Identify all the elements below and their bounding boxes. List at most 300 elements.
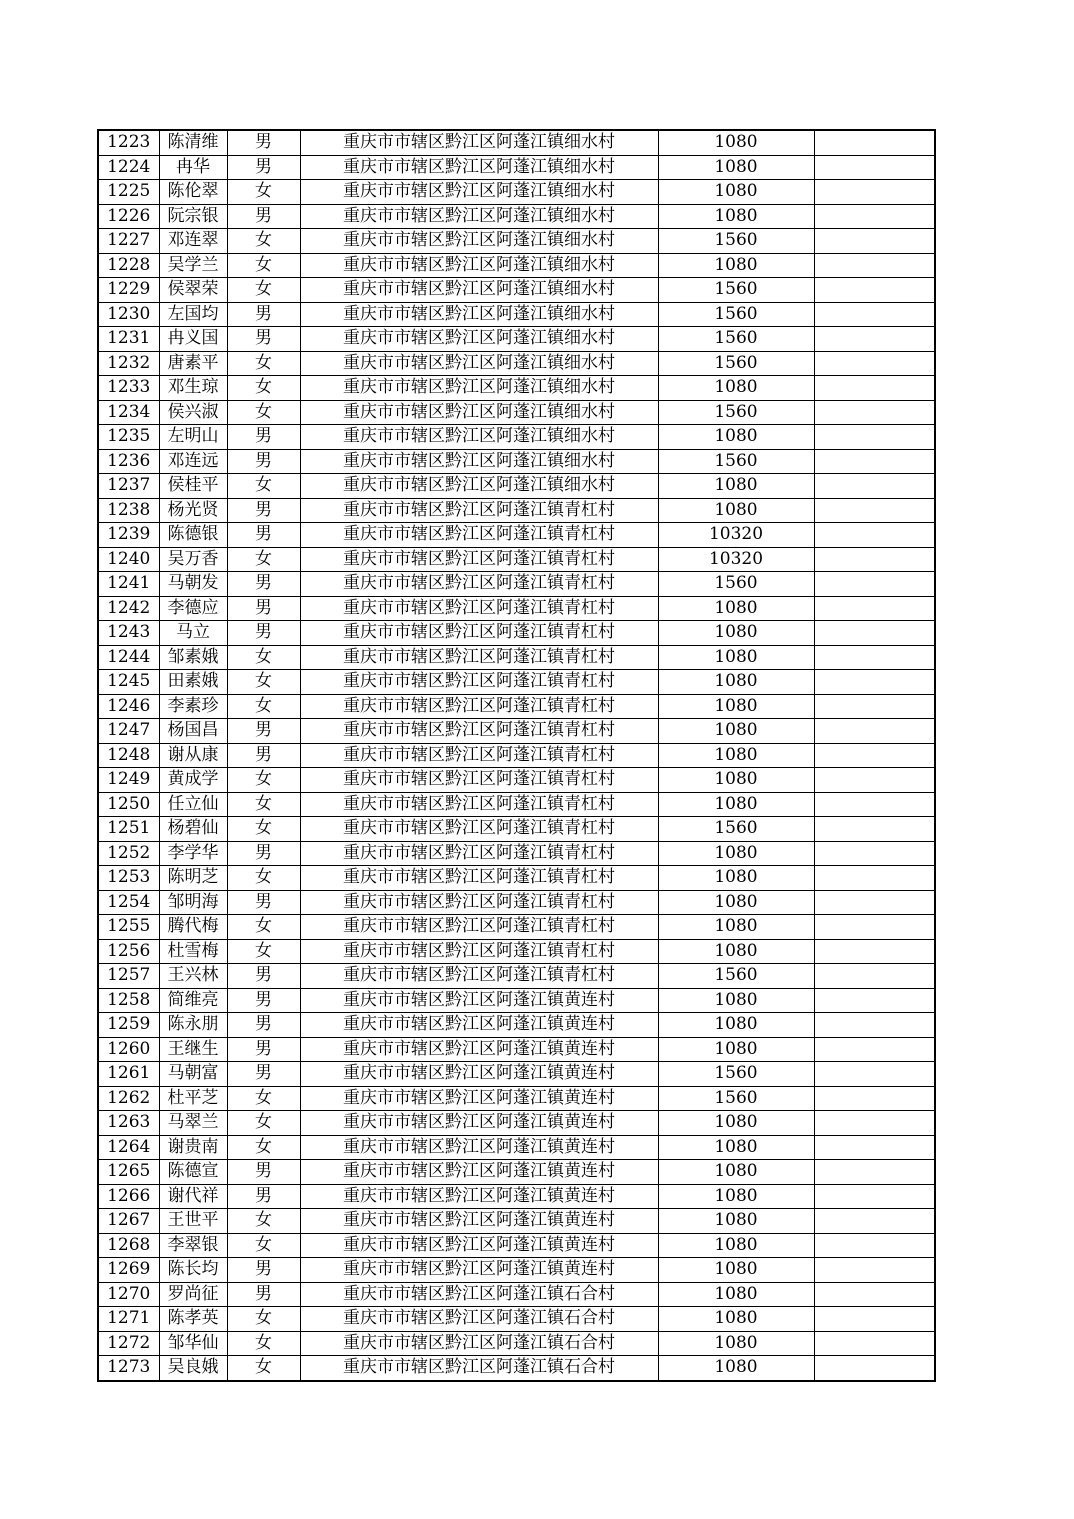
table-row (98, 449, 935, 474)
table-row (98, 1233, 935, 1258)
amount-cell: 1080 (658, 253, 814, 278)
gender-cell: 男 (227, 743, 300, 768)
remark-cell (814, 719, 935, 744)
gender-cell: 女 (227, 351, 300, 376)
row-number-cell: 1245 (98, 670, 159, 695)
address-cell: 重庆市市辖区黔江区阿蓬江镇青杠村 (300, 743, 658, 768)
row-number-cell: 1267 (98, 1209, 159, 1234)
roster-table-body (98, 130, 935, 1381)
row-number-cell: 1236 (98, 449, 159, 474)
gender-cell: 女 (227, 376, 300, 401)
gender-cell: 男 (227, 130, 300, 155)
table-row (98, 130, 935, 155)
remark-cell (814, 939, 935, 964)
row-number-cell: 1261 (98, 1062, 159, 1087)
name-cell: 杜平芝 (159, 1086, 227, 1111)
gender-cell: 女 (227, 939, 300, 964)
roster-table (97, 129, 936, 1382)
address-cell: 重庆市市辖区黔江区阿蓬江镇石合村 (300, 1356, 658, 1381)
name-cell: 陈长均 (159, 1258, 227, 1283)
gender-cell: 女 (227, 229, 300, 254)
remark-cell (814, 302, 935, 327)
remark-cell (814, 572, 935, 597)
table-row (98, 988, 935, 1013)
row-number-cell: 1239 (98, 523, 159, 548)
amount-cell: 1080 (658, 670, 814, 695)
amount-cell: 1080 (658, 1037, 814, 1062)
gender-cell: 女 (227, 670, 300, 695)
row-number-cell: 1232 (98, 351, 159, 376)
name-cell: 邹华仙 (159, 1331, 227, 1356)
table-row (98, 1184, 935, 1209)
name-cell: 冉义国 (159, 327, 227, 352)
name-cell: 邹明海 (159, 890, 227, 915)
remark-cell (814, 180, 935, 205)
table-row (98, 1160, 935, 1185)
remark-cell (814, 1037, 935, 1062)
gender-cell: 男 (227, 523, 300, 548)
remark-cell (814, 1209, 935, 1234)
gender-cell: 女 (227, 180, 300, 205)
table-row (98, 1282, 935, 1307)
row-number-cell: 1256 (98, 939, 159, 964)
name-cell: 吴良娥 (159, 1356, 227, 1381)
amount-cell: 1080 (658, 866, 814, 891)
name-cell: 谢从康 (159, 743, 227, 768)
address-cell: 重庆市市辖区黔江区阿蓬江镇细水村 (300, 376, 658, 401)
name-cell: 陈孝英 (159, 1307, 227, 1332)
gender-cell: 女 (227, 768, 300, 793)
row-number-cell: 1223 (98, 130, 159, 155)
name-cell: 左明山 (159, 425, 227, 450)
row-number-cell: 1270 (98, 1282, 159, 1307)
remark-cell (814, 1331, 935, 1356)
name-cell: 邓连翠 (159, 229, 227, 254)
name-cell: 陈清维 (159, 130, 227, 155)
remark-cell (814, 1258, 935, 1283)
name-cell: 杨国昌 (159, 719, 227, 744)
table-row (98, 498, 935, 523)
address-cell: 重庆市市辖区黔江区阿蓬江镇细水村 (300, 400, 658, 425)
name-cell: 李学华 (159, 841, 227, 866)
gender-cell: 女 (227, 1111, 300, 1136)
name-cell: 唐素平 (159, 351, 227, 376)
remark-cell (814, 425, 935, 450)
amount-cell: 1080 (658, 130, 814, 155)
row-number-cell: 1227 (98, 229, 159, 254)
name-cell: 李德应 (159, 596, 227, 621)
remark-cell (814, 523, 935, 548)
table-row (98, 1062, 935, 1087)
amount-cell: 1080 (658, 1331, 814, 1356)
remark-cell (814, 351, 935, 376)
address-cell: 重庆市市辖区黔江区阿蓬江镇黄连村 (300, 1184, 658, 1209)
remark-cell (814, 155, 935, 180)
row-number-cell: 1252 (98, 841, 159, 866)
table-row (98, 253, 935, 278)
remark-cell (814, 694, 935, 719)
remark-cell (814, 866, 935, 891)
table-row (98, 1356, 935, 1381)
amount-cell: 1080 (658, 596, 814, 621)
address-cell: 重庆市市辖区黔江区阿蓬江镇细水村 (300, 474, 658, 499)
address-cell: 重庆市市辖区黔江区阿蓬江镇细水村 (300, 351, 658, 376)
row-number-cell: 1257 (98, 964, 159, 989)
gender-cell: 男 (227, 1160, 300, 1185)
table-row (98, 155, 935, 180)
remark-cell (814, 204, 935, 229)
remark-cell (814, 1160, 935, 1185)
remark-cell (814, 817, 935, 842)
row-number-cell: 1260 (98, 1037, 159, 1062)
remark-cell (814, 1282, 935, 1307)
row-number-cell: 1250 (98, 792, 159, 817)
table-row (98, 743, 935, 768)
gender-cell: 男 (227, 1184, 300, 1209)
gender-cell: 男 (227, 302, 300, 327)
name-cell: 邓生琼 (159, 376, 227, 401)
address-cell: 重庆市市辖区黔江区阿蓬江镇青杠村 (300, 792, 658, 817)
amount-cell: 1080 (658, 1282, 814, 1307)
remark-cell (814, 1111, 935, 1136)
address-cell: 重庆市市辖区黔江区阿蓬江镇细水村 (300, 253, 658, 278)
row-number-cell: 1255 (98, 915, 159, 940)
name-cell: 杨碧仙 (159, 817, 227, 842)
amount-cell: 1560 (658, 302, 814, 327)
name-cell: 马翠兰 (159, 1111, 227, 1136)
row-number-cell: 1248 (98, 743, 159, 768)
row-number-cell: 1229 (98, 278, 159, 303)
remark-cell (814, 1013, 935, 1038)
table-row (98, 694, 935, 719)
amount-cell: 1560 (658, 572, 814, 597)
table-row (98, 645, 935, 670)
row-number-cell: 1266 (98, 1184, 159, 1209)
table-row (98, 302, 935, 327)
amount-cell: 1080 (658, 792, 814, 817)
table-row (98, 915, 935, 940)
name-cell: 侯桂平 (159, 474, 227, 499)
row-number-cell: 1246 (98, 694, 159, 719)
amount-cell: 1080 (658, 1307, 814, 1332)
address-cell: 重庆市市辖区黔江区阿蓬江镇细水村 (300, 180, 658, 205)
gender-cell: 女 (227, 278, 300, 303)
address-cell: 重庆市市辖区黔江区阿蓬江镇青杠村 (300, 719, 658, 744)
name-cell: 李翠银 (159, 1233, 227, 1258)
remark-cell (814, 621, 935, 646)
address-cell: 重庆市市辖区黔江区阿蓬江镇青杠村 (300, 498, 658, 523)
name-cell: 王世平 (159, 1209, 227, 1234)
amount-cell: 1080 (658, 645, 814, 670)
remark-cell (814, 1062, 935, 1087)
name-cell: 腾代梅 (159, 915, 227, 940)
table-row (98, 1135, 935, 1160)
gender-cell: 女 (227, 400, 300, 425)
name-cell: 左国均 (159, 302, 227, 327)
remark-cell (814, 1233, 935, 1258)
row-number-cell: 1251 (98, 817, 159, 842)
gender-cell: 男 (227, 1282, 300, 1307)
gender-cell: 女 (227, 1135, 300, 1160)
row-number-cell: 1242 (98, 596, 159, 621)
address-cell: 重庆市市辖区黔江区阿蓬江镇黄连村 (300, 1233, 658, 1258)
name-cell: 冉华 (159, 155, 227, 180)
amount-cell: 1080 (658, 1209, 814, 1234)
address-cell: 重庆市市辖区黔江区阿蓬江镇黄连村 (300, 1111, 658, 1136)
row-number-cell: 1254 (98, 890, 159, 915)
amount-cell: 1080 (658, 939, 814, 964)
remark-cell (814, 278, 935, 303)
address-cell: 重庆市市辖区黔江区阿蓬江镇青杠村 (300, 817, 658, 842)
name-cell: 谢贵南 (159, 1135, 227, 1160)
gender-cell: 男 (227, 596, 300, 621)
remark-cell (814, 645, 935, 670)
name-cell: 侯兴淑 (159, 400, 227, 425)
row-number-cell: 1258 (98, 988, 159, 1013)
row-number-cell: 1238 (98, 498, 159, 523)
row-number-cell: 1269 (98, 1258, 159, 1283)
remark-cell (814, 474, 935, 499)
gender-cell: 女 (227, 1209, 300, 1234)
name-cell: 陈永朋 (159, 1013, 227, 1038)
gender-cell: 女 (227, 866, 300, 891)
table-row (98, 841, 935, 866)
name-cell: 马立 (159, 621, 227, 646)
amount-cell: 1080 (658, 890, 814, 915)
remark-cell (814, 670, 935, 695)
remark-cell (814, 1307, 935, 1332)
gender-cell: 男 (227, 964, 300, 989)
amount-cell: 1080 (658, 915, 814, 940)
address-cell: 重庆市市辖区黔江区阿蓬江镇青杠村 (300, 768, 658, 793)
table-row (98, 866, 935, 891)
amount-cell: 1560 (658, 1062, 814, 1087)
table-row (98, 1111, 935, 1136)
gender-cell: 男 (227, 572, 300, 597)
address-cell: 重庆市市辖区黔江区阿蓬江镇黄连村 (300, 1135, 658, 1160)
gender-cell: 男 (227, 155, 300, 180)
table-row (98, 547, 935, 572)
address-cell: 重庆市市辖区黔江区阿蓬江镇黄连村 (300, 1258, 658, 1283)
amount-cell: 1560 (658, 278, 814, 303)
row-number-cell: 1224 (98, 155, 159, 180)
name-cell: 吴学兰 (159, 253, 227, 278)
address-cell: 重庆市市辖区黔江区阿蓬江镇青杠村 (300, 890, 658, 915)
row-number-cell: 1268 (98, 1233, 159, 1258)
table-row (98, 351, 935, 376)
address-cell: 重庆市市辖区黔江区阿蓬江镇细水村 (300, 204, 658, 229)
remark-cell (814, 841, 935, 866)
row-number-cell: 1235 (98, 425, 159, 450)
table-row (98, 572, 935, 597)
row-number-cell: 1230 (98, 302, 159, 327)
amount-cell: 1080 (658, 180, 814, 205)
amount-cell: 10320 (658, 547, 814, 572)
gender-cell: 女 (227, 817, 300, 842)
table-row (98, 229, 935, 254)
table-row (98, 180, 935, 205)
address-cell: 重庆市市辖区黔江区阿蓬江镇细水村 (300, 302, 658, 327)
row-number-cell: 1259 (98, 1013, 159, 1038)
remark-cell (814, 1356, 935, 1381)
address-cell: 重庆市市辖区黔江区阿蓬江镇青杠村 (300, 939, 658, 964)
amount-cell: 1560 (658, 964, 814, 989)
address-cell: 重庆市市辖区黔江区阿蓬江镇细水村 (300, 130, 658, 155)
amount-cell: 1080 (658, 1013, 814, 1038)
address-cell: 重庆市市辖区黔江区阿蓬江镇黄连村 (300, 1160, 658, 1185)
address-cell: 重庆市市辖区黔江区阿蓬江镇青杠村 (300, 915, 658, 940)
row-number-cell: 1228 (98, 253, 159, 278)
gender-cell: 女 (227, 253, 300, 278)
name-cell: 陈德银 (159, 523, 227, 548)
amount-cell: 1080 (658, 204, 814, 229)
amount-cell: 1560 (658, 1086, 814, 1111)
address-cell: 重庆市市辖区黔江区阿蓬江镇青杠村 (300, 596, 658, 621)
row-number-cell: 1249 (98, 768, 159, 793)
name-cell: 马朝发 (159, 572, 227, 597)
address-cell: 重庆市市辖区黔江区阿蓬江镇黄连村 (300, 988, 658, 1013)
table-row (98, 1037, 935, 1062)
gender-cell: 女 (227, 474, 300, 499)
table-row (98, 817, 935, 842)
gender-cell: 男 (227, 719, 300, 744)
name-cell: 马朝富 (159, 1062, 227, 1087)
name-cell: 李素珍 (159, 694, 227, 719)
table-row (98, 523, 935, 548)
row-number-cell: 1234 (98, 400, 159, 425)
address-cell: 重庆市市辖区黔江区阿蓬江镇青杠村 (300, 670, 658, 695)
name-cell: 吴万香 (159, 547, 227, 572)
row-number-cell: 1253 (98, 866, 159, 891)
row-number-cell: 1225 (98, 180, 159, 205)
amount-cell: 1080 (658, 719, 814, 744)
name-cell: 陈明芝 (159, 866, 227, 891)
remark-cell (814, 792, 935, 817)
table-row (98, 792, 935, 817)
address-cell: 重庆市市辖区黔江区阿蓬江镇石合村 (300, 1307, 658, 1332)
table-row (98, 621, 935, 646)
row-number-cell: 1247 (98, 719, 159, 744)
remark-cell (814, 915, 935, 940)
address-cell: 重庆市市辖区黔江区阿蓬江镇青杠村 (300, 523, 658, 548)
name-cell: 阮宗银 (159, 204, 227, 229)
gender-cell: 女 (227, 547, 300, 572)
gender-cell: 女 (227, 694, 300, 719)
name-cell: 简维亮 (159, 988, 227, 1013)
name-cell: 陈伦翠 (159, 180, 227, 205)
row-number-cell: 1233 (98, 376, 159, 401)
name-cell: 王兴林 (159, 964, 227, 989)
row-number-cell: 1226 (98, 204, 159, 229)
amount-cell: 1560 (658, 351, 814, 376)
amount-cell: 1080 (658, 1356, 814, 1381)
table-row (98, 400, 935, 425)
amount-cell: 1560 (658, 449, 814, 474)
gender-cell: 女 (227, 1086, 300, 1111)
gender-cell: 女 (227, 1331, 300, 1356)
table-row (98, 768, 935, 793)
row-number-cell: 1237 (98, 474, 159, 499)
amount-cell: 1080 (658, 841, 814, 866)
address-cell: 重庆市市辖区黔江区阿蓬江镇青杠村 (300, 866, 658, 891)
gender-cell: 男 (227, 327, 300, 352)
gender-cell: 男 (227, 498, 300, 523)
name-cell: 谢代祥 (159, 1184, 227, 1209)
name-cell: 田素娥 (159, 670, 227, 695)
remark-cell (814, 768, 935, 793)
address-cell: 重庆市市辖区黔江区阿蓬江镇青杠村 (300, 572, 658, 597)
gender-cell: 男 (227, 1037, 300, 1062)
amount-cell: 1080 (658, 376, 814, 401)
address-cell: 重庆市市辖区黔江区阿蓬江镇细水村 (300, 327, 658, 352)
table-row (98, 890, 935, 915)
amount-cell: 1080 (658, 1233, 814, 1258)
address-cell: 重庆市市辖区黔江区阿蓬江镇细水村 (300, 155, 658, 180)
address-cell: 重庆市市辖区黔江区阿蓬江镇青杠村 (300, 964, 658, 989)
amount-cell: 1080 (658, 988, 814, 1013)
address-cell: 重庆市市辖区黔江区阿蓬江镇青杠村 (300, 547, 658, 572)
table-row (98, 1258, 935, 1283)
address-cell: 重庆市市辖区黔江区阿蓬江镇细水村 (300, 278, 658, 303)
amount-cell: 1080 (658, 1184, 814, 1209)
amount-cell: 1080 (658, 1135, 814, 1160)
table-row (98, 1209, 935, 1234)
row-number-cell: 1271 (98, 1307, 159, 1332)
row-number-cell: 1243 (98, 621, 159, 646)
name-cell: 邹素娥 (159, 645, 227, 670)
name-cell: 任立仙 (159, 792, 227, 817)
gender-cell: 女 (227, 1233, 300, 1258)
name-cell: 侯翠荣 (159, 278, 227, 303)
table-row (98, 719, 935, 744)
gender-cell: 男 (227, 988, 300, 1013)
amount-cell: 1080 (658, 498, 814, 523)
table-row (98, 1331, 935, 1356)
name-cell: 陈德宣 (159, 1160, 227, 1185)
remark-cell (814, 229, 935, 254)
row-number-cell: 1241 (98, 572, 159, 597)
table-row (98, 327, 935, 352)
gender-cell: 男 (227, 204, 300, 229)
address-cell: 重庆市市辖区黔江区阿蓬江镇石合村 (300, 1331, 658, 1356)
table-row (98, 964, 935, 989)
gender-cell: 女 (227, 1356, 300, 1381)
amount-cell: 1080 (658, 1258, 814, 1283)
amount-cell: 10320 (658, 523, 814, 548)
amount-cell: 1080 (658, 694, 814, 719)
table-row (98, 1086, 935, 1111)
address-cell: 重庆市市辖区黔江区阿蓬江镇青杠村 (300, 621, 658, 646)
gender-cell: 男 (227, 841, 300, 866)
remark-cell (814, 1184, 935, 1209)
address-cell: 重庆市市辖区黔江区阿蓬江镇细水村 (300, 449, 658, 474)
amount-cell: 1080 (658, 1111, 814, 1136)
gender-cell: 男 (227, 1062, 300, 1087)
name-cell: 黄成学 (159, 768, 227, 793)
table-row (98, 376, 935, 401)
name-cell: 罗尚征 (159, 1282, 227, 1307)
table-row (98, 425, 935, 450)
name-cell: 杜雪梅 (159, 939, 227, 964)
table-row (98, 670, 935, 695)
address-cell: 重庆市市辖区黔江区阿蓬江镇黄连村 (300, 1013, 658, 1038)
row-number-cell: 1265 (98, 1160, 159, 1185)
amount-cell: 1080 (658, 155, 814, 180)
amount-cell: 1080 (658, 425, 814, 450)
gender-cell: 男 (227, 1013, 300, 1038)
remark-cell (814, 743, 935, 768)
name-cell: 王继生 (159, 1037, 227, 1062)
